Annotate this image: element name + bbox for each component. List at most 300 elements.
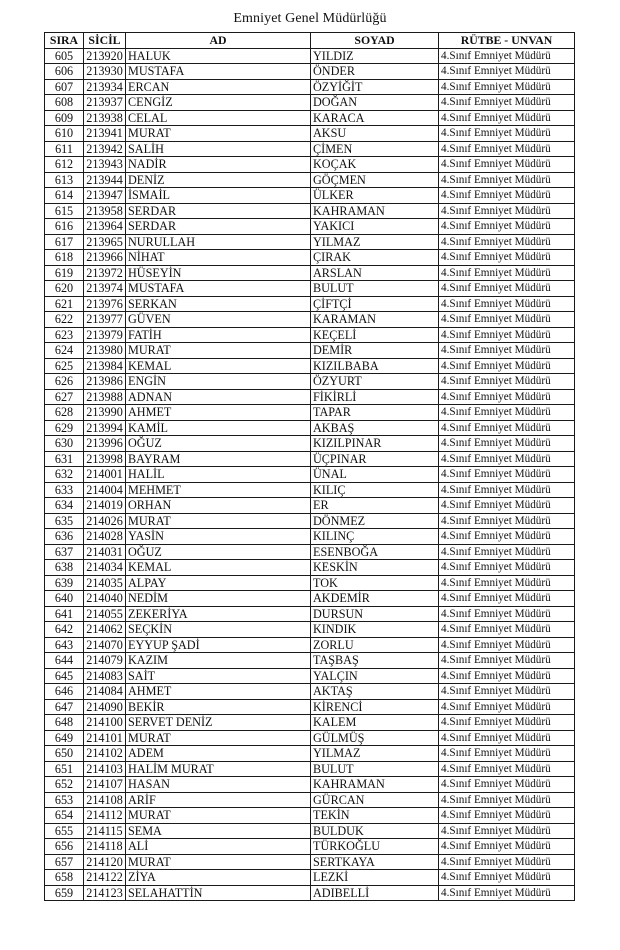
cell-ad: MURAT: [126, 808, 311, 824]
cell-rutbe-unvan: 4.Sınıf Emniyet Müdürü: [439, 374, 575, 390]
cell-sicil: 214001: [84, 467, 126, 483]
cell-sicil: 214035: [84, 575, 126, 591]
cell-soyad: BULUT: [311, 761, 439, 777]
table-row: [45, 281, 575, 297]
cell-sira: 628: [45, 405, 84, 421]
cell-sira: 644: [45, 653, 84, 669]
cell-ad: KAMİL: [126, 420, 311, 436]
table-row: [45, 141, 575, 157]
cell-sicil: 214118: [84, 839, 126, 855]
cell-rutbe-unvan: 4.Sınıf Emniyet Müdürü: [439, 715, 575, 731]
cell-sira: 639: [45, 575, 84, 591]
cell-ad: SERDAR: [126, 219, 311, 235]
cell-sicil: 214103: [84, 761, 126, 777]
cell-rutbe-unvan: 4.Sınıf Emniyet Müdürü: [439, 188, 575, 204]
cell-rutbe-unvan: 4.Sınıf Emniyet Müdürü: [439, 405, 575, 421]
cell-ad: MURAT: [126, 730, 311, 746]
table-row: [45, 560, 575, 576]
table-row: [45, 808, 575, 824]
column-header-ad: AD: [126, 33, 311, 49]
cell-rutbe-unvan: 4.Sınıf Emniyet Müdürü: [439, 219, 575, 235]
table-row: [45, 296, 575, 312]
cell-sira: 642: [45, 622, 84, 638]
cell-soyad: ZORLU: [311, 637, 439, 653]
cell-soyad: KALEM: [311, 715, 439, 731]
cell-rutbe-unvan: 4.Sınıf Emniyet Müdürü: [439, 389, 575, 405]
cell-ad: MEHMET: [126, 482, 311, 498]
cell-soyad: KEÇELİ: [311, 327, 439, 343]
table-body: [45, 48, 575, 901]
cell-sira: 654: [45, 808, 84, 824]
cell-sicil: 213947: [84, 188, 126, 204]
cell-rutbe-unvan: 4.Sınıf Emniyet Müdürü: [439, 265, 575, 281]
cell-ad: NURULLAH: [126, 234, 311, 250]
cell-sicil: 213984: [84, 358, 126, 374]
cell-sicil: 214100: [84, 715, 126, 731]
cell-sicil: 213942: [84, 141, 126, 157]
cell-sicil: 213979: [84, 327, 126, 343]
cell-sira: 636: [45, 529, 84, 545]
cell-sicil: 214115: [84, 823, 126, 839]
cell-soyad: ÖZYİĞİT: [311, 79, 439, 95]
cell-rutbe-unvan: 4.Sınıf Emniyet Müdürü: [439, 312, 575, 328]
table-row: [45, 529, 575, 545]
table-row: [45, 668, 575, 684]
cell-soyad: DURSUN: [311, 606, 439, 622]
cell-soyad: AKSU: [311, 126, 439, 142]
cell-rutbe-unvan: 4.Sınıf Emniyet Müdürü: [439, 281, 575, 297]
cell-soyad: YAKICI: [311, 219, 439, 235]
cell-sicil: 214070: [84, 637, 126, 653]
cell-rutbe-unvan: 4.Sınıf Emniyet Müdürü: [439, 777, 575, 793]
cell-rutbe-unvan: 4.Sınıf Emniyet Müdürü: [439, 529, 575, 545]
cell-soyad: YILMAZ: [311, 746, 439, 762]
cell-rutbe-unvan: 4.Sınıf Emniyet Müdürü: [439, 343, 575, 359]
cell-sicil: 214120: [84, 854, 126, 870]
cell-ad: SALİH: [126, 141, 311, 157]
cell-rutbe-unvan: 4.Sınıf Emniyet Müdürü: [439, 761, 575, 777]
cell-sira: 614: [45, 188, 84, 204]
cell-rutbe-unvan: 4.Sınıf Emniyet Müdürü: [439, 823, 575, 839]
table-row: [45, 250, 575, 266]
cell-sira: 615: [45, 203, 84, 219]
cell-rutbe-unvan: 4.Sınıf Emniyet Müdürü: [439, 544, 575, 560]
cell-rutbe-unvan: 4.Sınıf Emniyet Müdürü: [439, 172, 575, 188]
cell-sicil: 214034: [84, 560, 126, 576]
cell-soyad: KARAMAN: [311, 312, 439, 328]
cell-sira: 635: [45, 513, 84, 529]
cell-sira: 646: [45, 684, 84, 700]
cell-rutbe-unvan: 4.Sınıf Emniyet Müdürü: [439, 560, 575, 576]
cell-soyad: YILMAZ: [311, 234, 439, 250]
cell-soyad: ESENBOĞA: [311, 544, 439, 560]
cell-sicil: 214108: [84, 792, 126, 808]
cell-sira: 617: [45, 234, 84, 250]
cell-sicil: 213938: [84, 110, 126, 126]
table-row: [45, 48, 575, 64]
table-row: [45, 544, 575, 560]
cell-rutbe-unvan: 4.Sınıf Emniyet Müdürü: [439, 467, 575, 483]
cell-sicil: 214028: [84, 529, 126, 545]
cell-ad: HALİL: [126, 467, 311, 483]
table-row: [45, 79, 575, 95]
cell-sicil: 214101: [84, 730, 126, 746]
cell-rutbe-unvan: 4.Sınıf Emniyet Müdürü: [439, 575, 575, 591]
cell-soyad: TOK: [311, 575, 439, 591]
cell-sira: 637: [45, 544, 84, 560]
cell-ad: KAZIM: [126, 653, 311, 669]
table-row: [45, 95, 575, 111]
table-row: [45, 405, 575, 421]
cell-sira: 651: [45, 761, 84, 777]
cell-sicil: 213943: [84, 157, 126, 173]
cell-ad: YASİN: [126, 529, 311, 545]
cell-soyad: ÇIRAK: [311, 250, 439, 266]
table-row: [45, 715, 575, 731]
cell-rutbe-unvan: 4.Sınıf Emniyet Müdürü: [439, 591, 575, 607]
cell-ad: HALUK: [126, 48, 311, 64]
cell-soyad: ADIBELLİ: [311, 885, 439, 901]
table-row: [45, 157, 575, 173]
cell-sira: 629: [45, 420, 84, 436]
cell-ad: SELAHATTİN: [126, 885, 311, 901]
cell-sicil: 213934: [84, 79, 126, 95]
cell-sira: 634: [45, 498, 84, 514]
cell-rutbe-unvan: 4.Sınıf Emniyet Müdürü: [439, 498, 575, 514]
cell-ad: SERDAR: [126, 203, 311, 219]
cell-sicil: 213996: [84, 436, 126, 452]
table-row: [45, 777, 575, 793]
cell-rutbe-unvan: 4.Sınıf Emniyet Müdürü: [439, 808, 575, 824]
table-row: [45, 699, 575, 715]
cell-sicil: 214026: [84, 513, 126, 529]
cell-soyad: KARACA: [311, 110, 439, 126]
cell-sicil: 213965: [84, 234, 126, 250]
cell-soyad: GÜRCAN: [311, 792, 439, 808]
cell-ad: CELAL: [126, 110, 311, 126]
cell-sicil: 214019: [84, 498, 126, 514]
cell-rutbe-unvan: 4.Sınıf Emniyet Müdürü: [439, 684, 575, 700]
cell-sicil: 214031: [84, 544, 126, 560]
cell-rutbe-unvan: 4.Sınıf Emniyet Müdürü: [439, 482, 575, 498]
cell-sicil: 214090: [84, 699, 126, 715]
cell-ad: FATİH: [126, 327, 311, 343]
cell-ad: ERCAN: [126, 79, 311, 95]
cell-sira: 606: [45, 64, 84, 80]
cell-ad: NİHAT: [126, 250, 311, 266]
cell-rutbe-unvan: 4.Sınıf Emniyet Müdürü: [439, 436, 575, 452]
cell-soyad: KINDIK: [311, 622, 439, 638]
cell-sira: 631: [45, 451, 84, 467]
cell-rutbe-unvan: 4.Sınıf Emniyet Müdürü: [439, 48, 575, 64]
table-row: [45, 343, 575, 359]
cell-ad: SERKAN: [126, 296, 311, 312]
cell-sicil: 213941: [84, 126, 126, 142]
table-row: [45, 312, 575, 328]
cell-sira: 655: [45, 823, 84, 839]
cell-soyad: LEZKİ: [311, 870, 439, 886]
cell-sicil: 214055: [84, 606, 126, 622]
table-row: [45, 637, 575, 653]
cell-ad: EYYUP ŞADİ: [126, 637, 311, 653]
cell-sicil: 213964: [84, 219, 126, 235]
cell-ad: ALİ: [126, 839, 311, 855]
cell-sira: 630: [45, 436, 84, 452]
cell-sira: 649: [45, 730, 84, 746]
cell-sira: 652: [45, 777, 84, 793]
cell-sicil: 214040: [84, 591, 126, 607]
cell-soyad: BULDUK: [311, 823, 439, 839]
table-row: [45, 823, 575, 839]
cell-sicil: 213977: [84, 312, 126, 328]
cell-soyad: YILDIZ: [311, 48, 439, 64]
cell-sicil: 214062: [84, 622, 126, 638]
cell-rutbe-unvan: 4.Sınıf Emniyet Müdürü: [439, 606, 575, 622]
cell-ad: ENGİN: [126, 374, 311, 390]
cell-sira: 626: [45, 374, 84, 390]
cell-sira: 659: [45, 885, 84, 901]
cell-soyad: SERTKAYA: [311, 854, 439, 870]
cell-rutbe-unvan: 4.Sınıf Emniyet Müdürü: [439, 296, 575, 312]
cell-ad: MURAT: [126, 513, 311, 529]
cell-ad: HASAN: [126, 777, 311, 793]
cell-sicil: 213920: [84, 48, 126, 64]
cell-rutbe-unvan: 4.Sınıf Emniyet Müdürü: [439, 250, 575, 266]
cell-sicil: 213958: [84, 203, 126, 219]
table-row: [45, 622, 575, 638]
table-row: [45, 389, 575, 405]
cell-sira: 607: [45, 79, 84, 95]
cell-rutbe-unvan: 4.Sınıf Emniyet Müdürü: [439, 730, 575, 746]
cell-ad: ALPAY: [126, 575, 311, 591]
cell-ad: ADNAN: [126, 389, 311, 405]
column-header-sira: SIRA: [45, 33, 84, 49]
cell-ad: KEMAL: [126, 560, 311, 576]
cell-sicil: 213937: [84, 95, 126, 111]
cell-rutbe-unvan: 4.Sınıf Emniyet Müdürü: [439, 839, 575, 855]
cell-ad: GÜVEN: [126, 312, 311, 328]
cell-sira: 610: [45, 126, 84, 142]
cell-ad: OĞUZ: [126, 544, 311, 560]
cell-rutbe-unvan: 4.Sınıf Emniyet Müdürü: [439, 746, 575, 762]
cell-sira: 641: [45, 606, 84, 622]
table-row: [45, 358, 575, 374]
cell-sicil: 213980: [84, 343, 126, 359]
table-row: [45, 234, 575, 250]
table-row: [45, 653, 575, 669]
table-row: [45, 606, 575, 622]
cell-ad: NEDİM: [126, 591, 311, 607]
cell-rutbe-unvan: 4.Sınıf Emniyet Müdürü: [439, 792, 575, 808]
cell-sira: 657: [45, 854, 84, 870]
cell-sira: 624: [45, 343, 84, 359]
cell-sicil: 214079: [84, 653, 126, 669]
cell-sira: 650: [45, 746, 84, 762]
cell-sira: 645: [45, 668, 84, 684]
table-row: [45, 482, 575, 498]
cell-soyad: ÖNDER: [311, 64, 439, 80]
cell-sira: 616: [45, 219, 84, 235]
table-row: [45, 327, 575, 343]
cell-rutbe-unvan: 4.Sınıf Emniyet Müdürü: [439, 234, 575, 250]
cell-rutbe-unvan: 4.Sınıf Emniyet Müdürü: [439, 95, 575, 111]
cell-soyad: TÜRKOĞLU: [311, 839, 439, 855]
cell-sira: 633: [45, 482, 84, 498]
cell-soyad: KIZILPINAR: [311, 436, 439, 452]
table-header-row: [45, 33, 575, 49]
cell-sira: 640: [45, 591, 84, 607]
cell-soyad: ER: [311, 498, 439, 514]
cell-rutbe-unvan: 4.Sınıf Emniyet Müdürü: [439, 885, 575, 901]
cell-sira: 653: [45, 792, 84, 808]
cell-soyad: DOĞAN: [311, 95, 439, 111]
table-row: [45, 436, 575, 452]
cell-soyad: ÇİMEN: [311, 141, 439, 157]
cell-soyad: ÖZYURT: [311, 374, 439, 390]
cell-sicil: 213930: [84, 64, 126, 80]
cell-rutbe-unvan: 4.Sınıf Emniyet Müdürü: [439, 79, 575, 95]
cell-ad: MURAT: [126, 854, 311, 870]
cell-sicil: 214122: [84, 870, 126, 886]
cell-rutbe-unvan: 4.Sınıf Emniyet Müdürü: [439, 64, 575, 80]
cell-sira: 609: [45, 110, 84, 126]
cell-ad: ZEKERİYA: [126, 606, 311, 622]
cell-ad: MURAT: [126, 343, 311, 359]
table-row: [45, 575, 575, 591]
cell-sira: 612: [45, 157, 84, 173]
cell-soyad: KILIÇ: [311, 482, 439, 498]
table-row: [45, 374, 575, 390]
cell-rutbe-unvan: 4.Sınıf Emniyet Müdürü: [439, 854, 575, 870]
table-row: [45, 684, 575, 700]
personnel-table: [44, 32, 575, 901]
column-header-sicil: SİCİL: [84, 33, 126, 49]
cell-sicil: 213944: [84, 172, 126, 188]
cell-soyad: TAŞBAŞ: [311, 653, 439, 669]
cell-sira: 648: [45, 715, 84, 731]
cell-sira: 619: [45, 265, 84, 281]
table-row: [45, 203, 575, 219]
cell-ad: ZİYA: [126, 870, 311, 886]
cell-ad: SAİT: [126, 668, 311, 684]
cell-sira: 647: [45, 699, 84, 715]
cell-ad: AHMET: [126, 405, 311, 421]
table-row: [45, 746, 575, 762]
cell-rutbe-unvan: 4.Sınıf Emniyet Müdürü: [439, 141, 575, 157]
cell-ad: SEÇKİN: [126, 622, 311, 638]
cell-rutbe-unvan: 4.Sınıf Emniyet Müdürü: [439, 668, 575, 684]
cell-soyad: KİRENCİ: [311, 699, 439, 715]
column-header-soyad: SOYAD: [311, 33, 439, 49]
cell-sicil: 213972: [84, 265, 126, 281]
cell-sira: 625: [45, 358, 84, 374]
cell-sicil: 214084: [84, 684, 126, 700]
cell-sicil: 214112: [84, 808, 126, 824]
cell-rutbe-unvan: 4.Sınıf Emniyet Müdürü: [439, 637, 575, 653]
cell-ad: İSMAİL: [126, 188, 311, 204]
table-row: [45, 591, 575, 607]
cell-ad: MURAT: [126, 126, 311, 142]
cell-ad: MUSTAFA: [126, 64, 311, 80]
cell-soyad: BULUT: [311, 281, 439, 297]
cell-sira: 608: [45, 95, 84, 111]
cell-sira: 638: [45, 560, 84, 576]
cell-sira: 621: [45, 296, 84, 312]
table-row: [45, 854, 575, 870]
cell-soyad: KAHRAMAN: [311, 203, 439, 219]
table-row: [45, 172, 575, 188]
table-row: [45, 513, 575, 529]
cell-soyad: AKBAŞ: [311, 420, 439, 436]
table-row: [45, 885, 575, 901]
table-row: [45, 792, 575, 808]
cell-rutbe-unvan: 4.Sınıf Emniyet Müdürü: [439, 513, 575, 529]
cell-sicil: 213988: [84, 389, 126, 405]
cell-soyad: FİKİRLİ: [311, 389, 439, 405]
cell-rutbe-unvan: 4.Sınıf Emniyet Müdürü: [439, 358, 575, 374]
cell-sicil: 214102: [84, 746, 126, 762]
cell-rutbe-unvan: 4.Sınıf Emniyet Müdürü: [439, 653, 575, 669]
cell-sira: 627: [45, 389, 84, 405]
cell-ad: ORHAN: [126, 498, 311, 514]
cell-soyad: TAPAR: [311, 405, 439, 421]
cell-soyad: ÜÇPINAR: [311, 451, 439, 467]
cell-soyad: GÜLMÜŞ: [311, 730, 439, 746]
cell-ad: CENGİZ: [126, 95, 311, 111]
cell-sira: 622: [45, 312, 84, 328]
cell-soyad: ÜNAL: [311, 467, 439, 483]
cell-ad: BEKİR: [126, 699, 311, 715]
cell-soyad: KOÇAK: [311, 157, 439, 173]
cell-rutbe-unvan: 4.Sınıf Emniyet Müdürü: [439, 327, 575, 343]
cell-sicil: 214123: [84, 885, 126, 901]
cell-rutbe-unvan: 4.Sınıf Emniyet Müdürü: [439, 870, 575, 886]
cell-rutbe-unvan: 4.Sınıf Emniyet Müdürü: [439, 451, 575, 467]
table-row: [45, 467, 575, 483]
cell-sira: 658: [45, 870, 84, 886]
cell-sira: 618: [45, 250, 84, 266]
cell-soyad: KESKİN: [311, 560, 439, 576]
column-header-rutbe-unvan: RÜTBE - UNVAN: [439, 33, 575, 49]
table-row: [45, 498, 575, 514]
table-row: [45, 126, 575, 142]
cell-soyad: ÇİFTÇİ: [311, 296, 439, 312]
cell-sira: 620: [45, 281, 84, 297]
cell-soyad: AKDEMİR: [311, 591, 439, 607]
cell-ad: MUSTAFA: [126, 281, 311, 297]
cell-sicil: 213990: [84, 405, 126, 421]
cell-rutbe-unvan: 4.Sınıf Emniyet Müdürü: [439, 110, 575, 126]
cell-rutbe-unvan: 4.Sınıf Emniyet Müdürü: [439, 420, 575, 436]
cell-ad: OĞUZ: [126, 436, 311, 452]
table-row: [45, 64, 575, 80]
cell-soyad: KILINÇ: [311, 529, 439, 545]
cell-sicil: 213986: [84, 374, 126, 390]
cell-soyad: KIZILBABA: [311, 358, 439, 374]
table-row: [45, 870, 575, 886]
cell-rutbe-unvan: 4.Sınıf Emniyet Müdürü: [439, 157, 575, 173]
cell-soyad: TEKİN: [311, 808, 439, 824]
cell-soyad: GÖÇMEN: [311, 172, 439, 188]
cell-sira: 623: [45, 327, 84, 343]
table-row: [45, 839, 575, 855]
cell-sicil: 213998: [84, 451, 126, 467]
cell-sicil: 213974: [84, 281, 126, 297]
cell-rutbe-unvan: 4.Sınıf Emniyet Müdürü: [439, 203, 575, 219]
cell-sira: 605: [45, 48, 84, 64]
cell-rutbe-unvan: 4.Sınıf Emniyet Müdürü: [439, 622, 575, 638]
cell-sira: 656: [45, 839, 84, 855]
